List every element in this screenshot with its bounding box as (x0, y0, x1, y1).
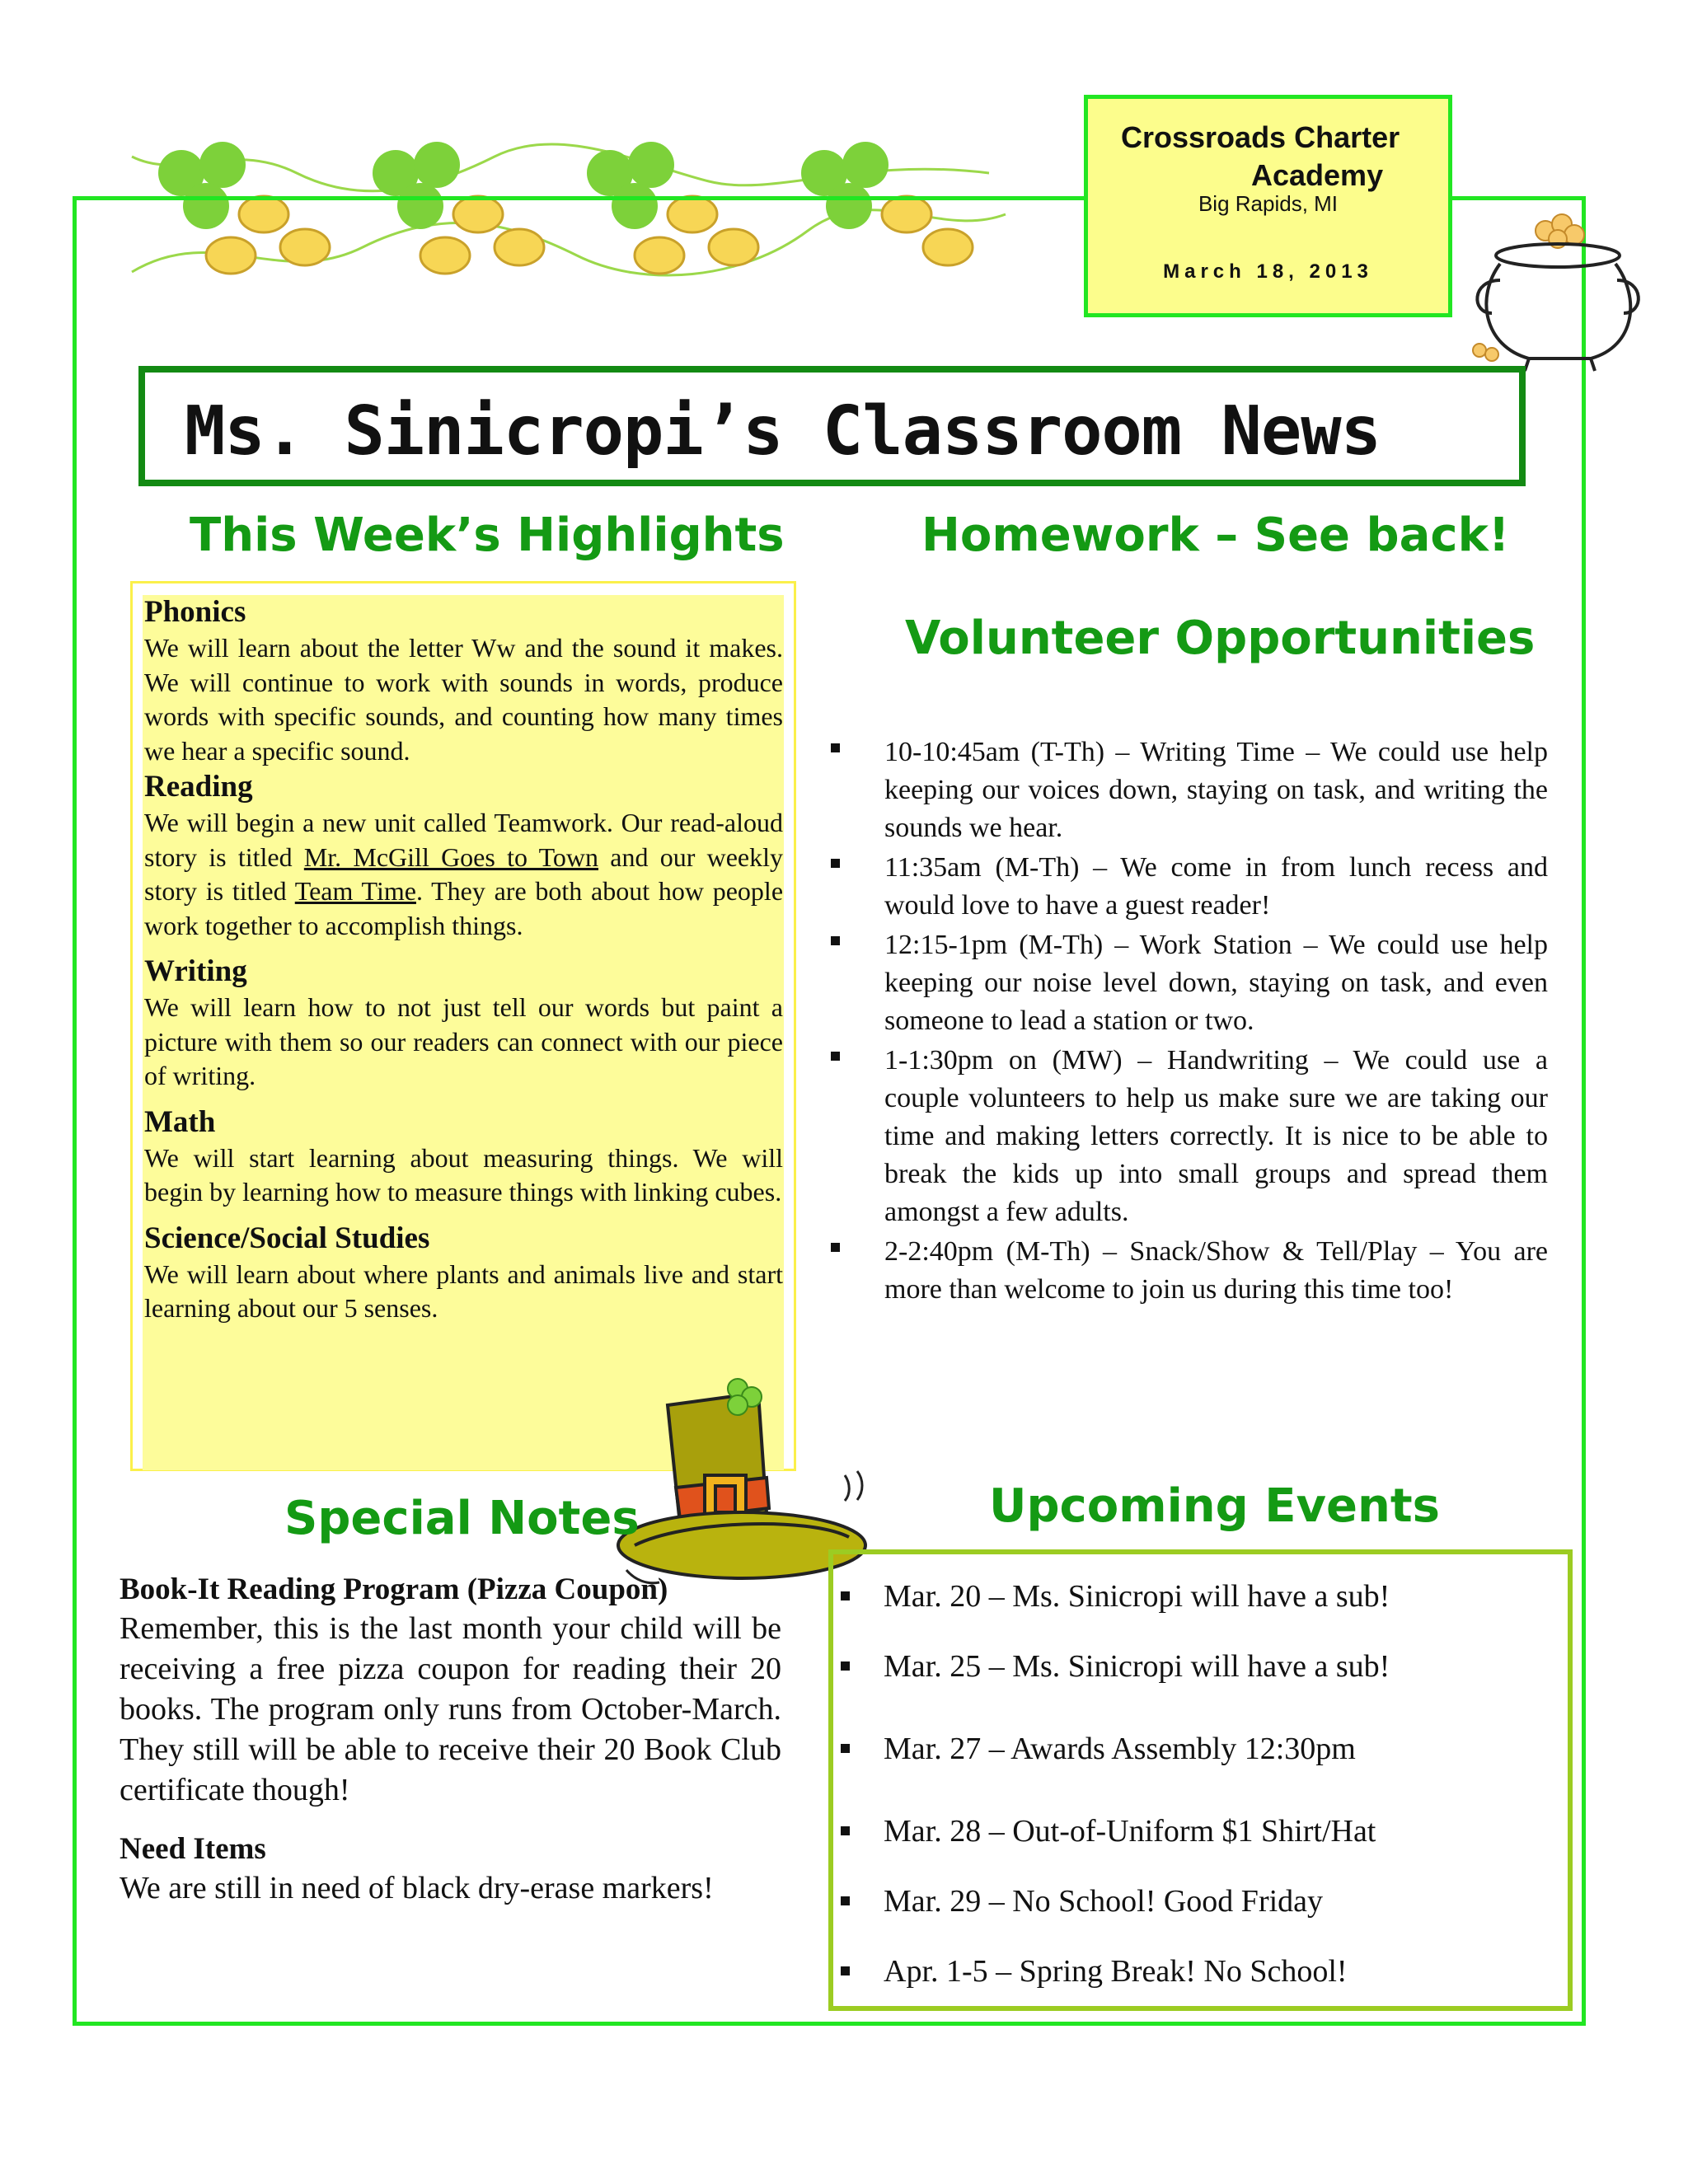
need-items-body: We are still in need of black dry-erase markers! (120, 1871, 714, 1905)
volunteer-item-text: 12:15-1pm (M-Th) – Work Station – We could use help keeping our noise level down, staying on task, and even someone to lead a station or two. (884, 930, 1548, 1036)
bullet-icon (831, 936, 840, 945)
event-text: Mar. 25 – Ms. Sinicropi will have a sub! (884, 1649, 1390, 1684)
bullet-icon (841, 1744, 850, 1753)
reading-body-part1: We will begin a new unit called Teamwork. Our read-aloud story is titled (144, 808, 783, 872)
volunteer-item-text: 11:35am (M-Th) – We come in from lunch recess and would love to have a guest reader! (884, 852, 1548, 921)
list-item (831, 1233, 1548, 1309)
writing-body: We will learn how to not just tell our words but paint a picture with them so our readers can connect with our piece of writing. (144, 992, 783, 1090)
bullet-icon (831, 1243, 840, 1252)
phonics-title: Phonics (144, 595, 246, 629)
school-info-box (1084, 95, 1452, 317)
school-name-line1: Crossroads Charter (1121, 120, 1400, 154)
science-title: Science/Social Studies (144, 1221, 430, 1255)
bullet-icon (841, 1591, 850, 1601)
event-text: Mar. 27 – Awards Assembly 12:30pm (884, 1732, 1356, 1766)
page-title: Ms. Sinicropi’s Classroom News (184, 392, 1381, 471)
school-city: Big Rapids, MI (1198, 191, 1339, 216)
event-text: Apr. 1-5 – Spring Break! No School! (884, 1954, 1348, 1989)
list-item (831, 849, 1548, 925)
reading-body-part3: . They are both about how people work together to accomplish things. (144, 876, 784, 940)
reading-body (144, 806, 783, 943)
science-body: We will learn about where plants and animals live and start learning about our 5 senses. (144, 1258, 783, 1323)
events-heading: Upcoming Events (989, 1479, 1440, 1533)
bullet-icon (831, 743, 840, 752)
special-notes-heading: Special Notes (284, 1492, 640, 1545)
volunteer-item-text: 1-1:30pm on (MW) – Handwriting – We could use a couple volunteers to help us make sure we are taking our time and making letters correctly. It is nice to be able to break the kids up into small groups and spread them amongst a few adults. (884, 1045, 1548, 1227)
school-name-line2: Academy (1251, 158, 1384, 192)
event-text: Mar. 20 – Ms. Sinicropi will have a sub! (884, 1579, 1390, 1614)
bullet-icon (841, 1826, 850, 1835)
bookit-title: Book-It Reading Program (Pizza Coupon) (120, 1572, 668, 1606)
homework-heading: Homework – See back! (921, 509, 1510, 562)
event-text: Mar. 28 – Out-of-Uniform $1 Shirt/Hat (884, 1814, 1376, 1849)
volunteer-item-text: 2-2:40pm (M-Th) – Snack/Show & Tell/Play – You are more than welcome to join us during this time too! (884, 1236, 1548, 1305)
volunteer-heading: Volunteer Opportunities (905, 612, 1536, 665)
volunteer-list (831, 733, 1548, 1310)
bullet-icon (841, 1896, 850, 1905)
special-notes-content (120, 1571, 781, 1909)
newsletter-title-box (138, 366, 1526, 486)
need-items-title: Need Items (120, 1832, 266, 1866)
list-item (831, 1042, 1548, 1231)
bullet-icon (841, 1966, 850, 1975)
highlights-content (144, 593, 783, 1326)
pot-of-gold-icon (1467, 206, 1657, 379)
volunteer-item-text: 10-10:45am (T-Th) – Writing Time – We could use help keeping our voices down, staying on task, and writing the sounds we hear. (884, 737, 1548, 843)
list-item (831, 926, 1548, 1040)
event-text: Mar. 29 – No School! Good Friday (884, 1884, 1324, 1919)
events-box (828, 1549, 1573, 2011)
newsletter-date: March 18, 2013 (1163, 260, 1373, 283)
weekly-story-title: Team Time (294, 876, 416, 906)
school-name (1088, 119, 1448, 194)
reading-title: Reading (144, 770, 253, 804)
bookit-body: Remember, this is the last month your child will be receiving a free pizza coupon for reading their 20 books. The program only runs from October-March. They still will be able to receive their 20 Book Club certificate though! (120, 1611, 781, 1807)
read-aloud-story-title: Mr. McGill Goes to Town (303, 841, 599, 872)
bullet-icon (831, 859, 840, 868)
highlights-heading: This Week’s Highlights (190, 509, 785, 562)
writing-title: Writing (144, 954, 247, 988)
list-item (831, 733, 1548, 847)
math-title: Math (144, 1104, 216, 1139)
bullet-icon (831, 1052, 840, 1061)
reading-body-part2: and our weekly story is titled (144, 841, 783, 906)
math-body: We will start learning about measuring things. We will begin by learning how to measure things with linking cubes. (144, 1142, 783, 1207)
bullet-icon (841, 1661, 850, 1671)
phonics-body: We will learn about the letter Ww and the sound it makes. We will continue to work with sounds in words, produce words with specific sounds, and counting how many times we hear a specific sound. (144, 633, 783, 766)
